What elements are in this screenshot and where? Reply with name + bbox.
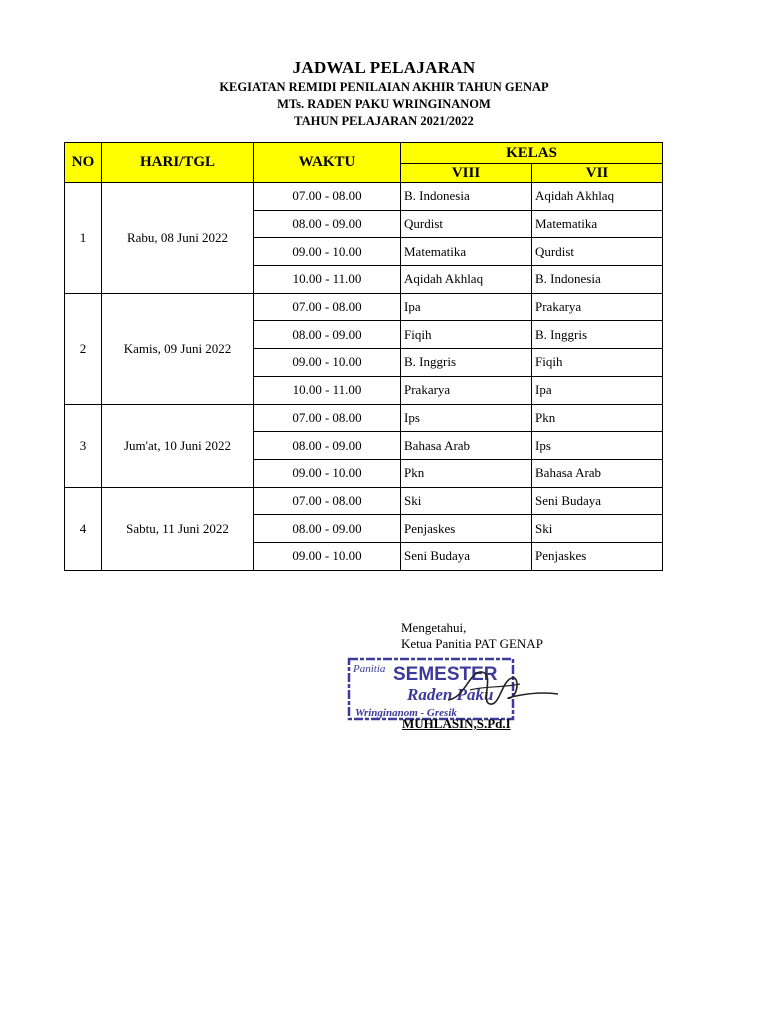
schedule-body bbox=[65, 183, 663, 571]
cell-no: 2 bbox=[65, 293, 102, 404]
cell-subject-viii: B. Indonesia bbox=[401, 183, 532, 211]
cell-time: 08.00 - 09.00 bbox=[254, 210, 401, 238]
cell-subject-viii: Ips bbox=[401, 404, 532, 432]
column-header-class: KELAS bbox=[401, 143, 663, 164]
cell-subject-vii: Ipa bbox=[532, 376, 663, 404]
cell-no: 4 bbox=[65, 487, 102, 570]
document-subtitle-school: MTs. RADEN PAKU WRINGINANOM bbox=[277, 97, 491, 111]
stamp-place-text: Wringinanom - Gresik bbox=[355, 707, 457, 719]
cell-time: 07.00 - 08.00 bbox=[254, 487, 401, 515]
cell-subject-viii: B. Inggris bbox=[401, 349, 532, 377]
cell-subject-vii: Ips bbox=[532, 432, 663, 460]
cell-no: 1 bbox=[65, 183, 102, 294]
table-row bbox=[65, 293, 663, 321]
cell-subject-vii: Fiqih bbox=[532, 349, 663, 377]
cell-subject-viii: Prakarya bbox=[401, 376, 532, 404]
cell-subject-vii: B. Inggris bbox=[532, 321, 663, 349]
cell-subject-vii: Pkn bbox=[532, 404, 663, 432]
signatory-name: MUHLASIN,S.Pd.I bbox=[402, 716, 511, 731]
cell-subject-vii: B. Indonesia bbox=[532, 266, 663, 294]
cell-time: 09.00 - 10.00 bbox=[254, 459, 401, 487]
table-row bbox=[65, 487, 663, 515]
cell-time: 10.00 - 11.00 bbox=[254, 376, 401, 404]
cell-subject-viii: Bahasa Arab bbox=[401, 432, 532, 460]
cell-time: 10.00 - 11.00 bbox=[254, 266, 401, 294]
cell-subject-viii: Seni Budaya bbox=[401, 542, 532, 570]
cell-time: 08.00 - 09.00 bbox=[254, 432, 401, 460]
stamp-main-text: SEMESTER bbox=[393, 664, 498, 685]
cell-time: 08.00 - 09.00 bbox=[254, 321, 401, 349]
handwritten-signature bbox=[440, 660, 560, 710]
column-header-time: WAKTU bbox=[254, 143, 401, 183]
cell-subject-viii: Pkn bbox=[401, 459, 532, 487]
cell-subject-vii: Penjaskes bbox=[532, 542, 663, 570]
cell-time: 09.00 - 10.00 bbox=[254, 238, 401, 266]
schedule-table bbox=[64, 142, 663, 571]
cell-subject-vii: Ski bbox=[532, 515, 663, 543]
document-subtitle-year: TAHUN PELAJARAN 2021/2022 bbox=[294, 114, 474, 128]
stamp-school-text: Raden Paku bbox=[407, 685, 494, 704]
cell-time: 07.00 - 08.00 bbox=[254, 404, 401, 432]
document-title: JADWAL PELAJARAN bbox=[292, 58, 476, 77]
cell-time: 08.00 - 09.00 bbox=[254, 515, 401, 543]
cell-subject-viii: Fiqih bbox=[401, 321, 532, 349]
cell-subject-viii: Aqidah Akhlaq bbox=[401, 266, 532, 294]
cell-subject-vii: Qurdist bbox=[532, 238, 663, 266]
column-header-day: HARI/TGL bbox=[102, 143, 254, 183]
cell-subject-viii: Qurdist bbox=[401, 210, 532, 238]
cell-subject-viii: Ski bbox=[401, 487, 532, 515]
cell-subject-vii: Prakarya bbox=[532, 293, 663, 321]
cell-subject-vii: Seni Budaya bbox=[532, 487, 663, 515]
cell-time: 09.00 - 10.00 bbox=[254, 542, 401, 570]
stamp-top-text: Panitia bbox=[353, 663, 386, 675]
document-subtitle-activity: KEGIATAN REMIDI PENILAIAN AKHIR TAHUN GENAP bbox=[219, 80, 549, 94]
cell-day: Rabu, 08 Juni 2022 bbox=[102, 183, 254, 294]
signature-role: Ketua Panitia PAT GENAP bbox=[401, 636, 543, 651]
cell-day: Kamis, 09 Juni 2022 bbox=[102, 293, 254, 404]
column-header-viii: VIII bbox=[401, 164, 532, 183]
signature-acknowledged: Mengetahui, bbox=[401, 620, 467, 635]
cell-time: 07.00 - 08.00 bbox=[254, 183, 401, 211]
cell-day: Jum'at, 10 Juni 2022 bbox=[102, 404, 254, 487]
cell-time: 09.00 - 10.00 bbox=[254, 349, 401, 377]
table-row bbox=[65, 404, 663, 432]
cell-subject-viii: Ipa bbox=[401, 293, 532, 321]
cell-subject-viii: Penjaskes bbox=[401, 515, 532, 543]
column-header-vii: VII bbox=[532, 164, 663, 183]
cell-no: 3 bbox=[65, 404, 102, 487]
cell-time: 07.00 - 08.00 bbox=[254, 293, 401, 321]
table-row bbox=[65, 183, 663, 211]
cell-subject-viii: Matematika bbox=[401, 238, 532, 266]
column-header-no: NO bbox=[65, 143, 102, 183]
cell-subject-vii: Bahasa Arab bbox=[532, 459, 663, 487]
cell-subject-vii: Matematika bbox=[532, 210, 663, 238]
cell-subject-vii: Aqidah Akhlaq bbox=[532, 183, 663, 211]
cell-day: Sabtu, 11 Juni 2022 bbox=[102, 487, 254, 570]
